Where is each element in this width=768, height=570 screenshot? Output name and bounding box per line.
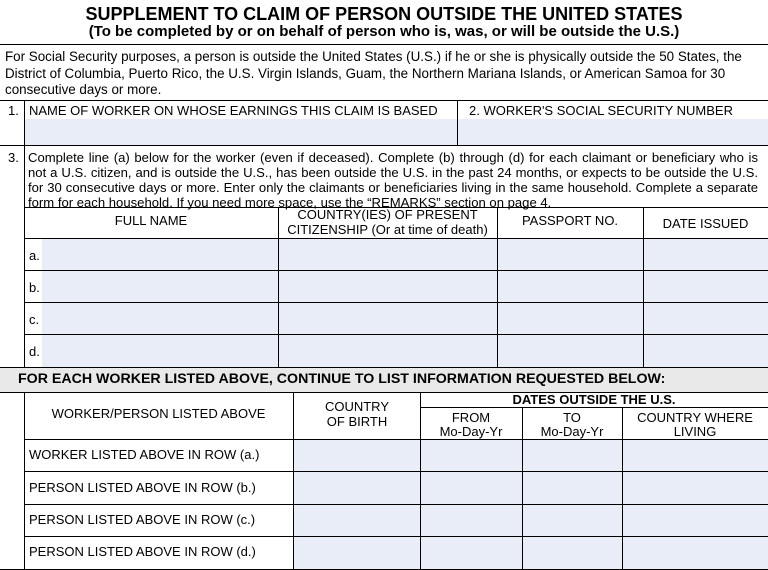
divider: [0, 44, 768, 45]
divider: [0, 100, 768, 101]
header-from-line1: FROM: [451, 410, 491, 425]
form-title: SUPPLEMENT TO CLAIM OF PERSON OUTSIDE THE UNITED STATES: [85, 4, 683, 24]
date-issued-field-c[interactable]: [644, 303, 768, 334]
header-worker-person: WORKER/PERSON LISTED ABOVE: [51, 406, 266, 421]
country-living-field-d[interactable]: [623, 537, 768, 569]
to-date-field-a[interactable]: [523, 440, 622, 471]
from-date-field-a[interactable]: [421, 440, 522, 471]
header-country-birth-line2: OF BIRTH: [326, 414, 388, 429]
divider: [24, 504, 768, 505]
citizenship-field-d[interactable]: [279, 335, 497, 367]
country-living-field-b[interactable]: [623, 472, 768, 504]
passport-field-c[interactable]: [498, 303, 643, 334]
ssn-field[interactable]: [458, 119, 768, 145]
divider: [497, 207, 498, 367]
full-name-field-d[interactable]: [42, 335, 278, 367]
from-date-field-c[interactable]: [421, 505, 522, 536]
citizenship-field-b[interactable]: [279, 271, 497, 302]
full-name-field-b[interactable]: [42, 271, 278, 302]
q2-label: 2. WORKER'S SOCIAL SECURITY NUMBER: [469, 103, 733, 118]
citizenship-field-a[interactable]: [279, 239, 497, 270]
country-birth-field-a[interactable]: [294, 440, 420, 471]
divider: [24, 392, 25, 570]
to-date-field-b[interactable]: [523, 472, 622, 504]
q1-label: NAME OF WORKER ON WHOSE EARNINGS THIS CLAIM IS BASED: [29, 103, 438, 118]
section-banner-text: FOR EACH WORKER LISTED ABOVE, CONTINUE TO LIST INFORMATION REQUESTED BELOW:: [18, 371, 666, 387]
header-full-name: FULL NAME: [114, 213, 188, 228]
divider: [420, 392, 421, 570]
header-to-line1: TO: [563, 410, 581, 425]
divider: [0, 145, 768, 146]
date-issued-field-b[interactable]: [644, 271, 768, 302]
form-subtitle: (To be completed by or on behalf of person who is, was, or will be outside the U.S.): [88, 23, 680, 40]
header-dates-outside: DATES OUTSIDE THE U.S.: [512, 392, 676, 407]
header-to-line2: Mo-Day-Yr: [540, 424, 604, 439]
row-label-c: c.: [29, 312, 40, 327]
to-date-field-c[interactable]: [523, 505, 622, 536]
divider: [0, 367, 768, 368]
citizenship-field-c[interactable]: [279, 303, 497, 334]
full-name-field-a[interactable]: [42, 239, 278, 270]
divider: [420, 407, 768, 408]
divider: [278, 207, 279, 367]
divider: [24, 334, 768, 335]
divider: [643, 207, 644, 367]
row-label-worker-a: WORKER LISTED ABOVE IN ROW (a.): [29, 447, 260, 462]
divider: [622, 407, 623, 570]
country-birth-field-d[interactable]: [294, 537, 420, 569]
q3-instructions: Complete line (a) below for the worker (even if deceased). Complete (b) through (d) for each claimant or beneficiary who is not a U.S. citizen, and is outside the U.S., has been outside the U.S. in the past 24 months, or expects to be outside the U.S. for 30 consecutive days or more. Enter only the claimants or beneficiaries living in the same household. Complete a separate form for each household. If you need more space, use the “REMARKS” section on page 4.: [28, 150, 758, 210]
header-from-line2: Mo-Day-Yr: [439, 424, 503, 439]
passport-field-a[interactable]: [498, 239, 643, 270]
country-living-field-c[interactable]: [623, 505, 768, 536]
divider: [24, 471, 768, 472]
header-citizenship-line2: CITIZENSHIP (Or at time of death): [287, 222, 488, 237]
header-passport: PASSPORT NO.: [521, 213, 619, 228]
to-date-field-d[interactable]: [523, 537, 622, 569]
passport-field-d[interactable]: [498, 335, 643, 367]
divider: [24, 270, 768, 271]
header-country-birth-line1: COUNTRY: [324, 399, 390, 414]
header-living-line1: COUNTRY WHERE: [637, 410, 753, 425]
header-date-issued: DATE ISSUED: [662, 216, 749, 231]
row-label-person-b: PERSON LISTED ABOVE IN ROW (b.): [29, 480, 256, 495]
date-issued-field-a[interactable]: [644, 239, 768, 270]
country-birth-field-c[interactable]: [294, 505, 420, 536]
row-label-person-c: PERSON LISTED ABOVE IN ROW (c.): [29, 512, 256, 527]
row-label-b: b.: [29, 280, 40, 295]
from-date-field-b[interactable]: [421, 472, 522, 504]
worker-name-field[interactable]: [25, 119, 457, 145]
full-name-field-c[interactable]: [42, 303, 278, 334]
q3-number: 3.: [8, 150, 19, 165]
header-living-line2: LIVING: [673, 424, 717, 439]
date-issued-field-d[interactable]: [644, 335, 768, 367]
divider: [24, 302, 768, 303]
passport-field-b[interactable]: [498, 271, 643, 302]
divider: [24, 536, 768, 537]
row-label-person-d: PERSON LISTED ABOVE IN ROW (d.): [29, 544, 256, 559]
row-label-d: d.: [29, 344, 40, 359]
header-citizenship-line1: COUNTRY(IES) OF PRESENT: [297, 207, 478, 222]
row-label-a: a.: [29, 248, 40, 263]
q1-number: 1.: [8, 103, 19, 118]
from-date-field-d[interactable]: [421, 537, 522, 569]
country-living-field-a[interactable]: [623, 440, 768, 471]
intro-text: For Social Security purposes, a person is outside the United States (U.S.) if he or she is physically outside the 50 States, the District of Columbia, Puerto Rico, the U.S. Virgin Islands, Guam, the Northern Mariana Islands, or American Samoa for 30 consecutive days or more.: [5, 49, 742, 97]
country-birth-field-b[interactable]: [294, 472, 420, 504]
divider: [522, 407, 523, 570]
divider: [293, 392, 294, 570]
